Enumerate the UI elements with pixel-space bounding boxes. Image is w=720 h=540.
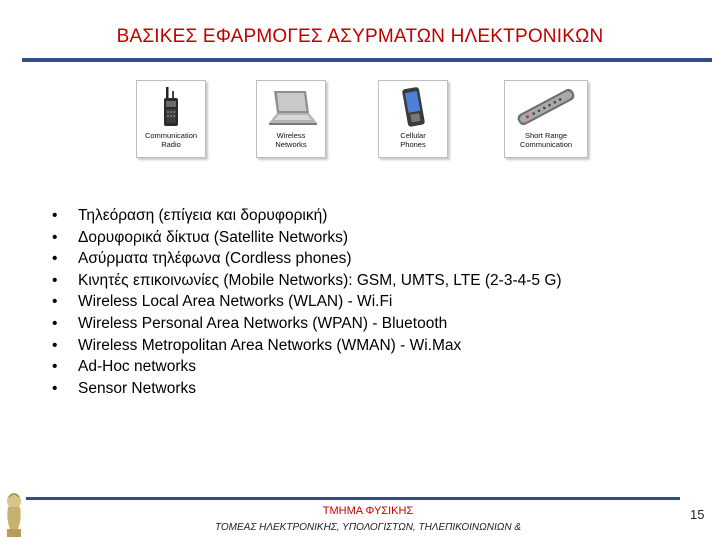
title-divider <box>22 58 712 62</box>
applications-list <box>52 205 562 399</box>
list-item-text: Ad-Hoc networks <box>78 358 197 376</box>
list-item-text: Wireless Metropolitan Area Networks (WMAN) - Wi.Max <box>78 336 462 354</box>
list-item-text: Sensor Networks <box>78 379 197 397</box>
laptop-icon <box>257 85 325 129</box>
slide-title: ΒΑΣΙΚΕΣ ΕΦΑΡΜΟΓΕΣ ΑΣΥΡΜΑΤΩΝ ΗΛΕΚΤΡΟΝΙΚΩΝ <box>116 26 604 47</box>
list-item <box>52 356 562 378</box>
bullet-icon: • <box>52 358 58 376</box>
remote-caption-line2: Communication <box>519 140 573 149</box>
bullet-icon: • <box>52 207 58 224</box>
remote-caption-line1: Short Range <box>524 131 568 140</box>
list-item <box>52 270 562 292</box>
laptop-caption-line1: Wireless <box>276 131 306 140</box>
list-item-text: Τηλεόραση (επίγεια και δορυφορική) <box>78 207 328 224</box>
cellphone-icon <box>379 85 447 129</box>
list-item-text: Wireless Local Area Networks (WLAN) - Wi.Fi <box>78 293 393 311</box>
remote-card <box>504 80 588 158</box>
remote-caption <box>505 131 587 149</box>
list-item <box>52 313 562 335</box>
radio-caption-line1: Communication <box>144 131 198 140</box>
bullet-icon: • <box>52 336 58 354</box>
bullet-icon: • <box>52 379 58 397</box>
list-item <box>52 335 562 357</box>
phone-card <box>378 80 448 158</box>
radio-card <box>136 80 206 158</box>
footer-divider <box>26 497 680 500</box>
list-item <box>52 205 562 227</box>
bullet-icon: • <box>52 271 58 289</box>
bullet-icon: • <box>52 314 58 332</box>
phone-caption-line1: Cellular <box>400 131 426 140</box>
bullet-icon: • <box>52 250 58 268</box>
list-item-text: Wireless Personal Area Networks (WPAN) - Bluetooth <box>78 314 448 332</box>
radio-caption <box>137 131 205 149</box>
footer-sector: ΤΟΜΕΑΣ ΗΛΕΚΤΡΟΝΙΚΗΣ, ΥΠΟΛΟΓΙΣΤΩΝ, ΤΗΛΕΠΙΚΟΙΝΩΝΙΩΝ & <box>214 522 522 533</box>
phone-caption <box>379 131 447 149</box>
list-item-text: Κινητές επικοινωνίες (Mobile Networks): GSM, UMTS, LTE (2-3-4-5 G) <box>78 271 562 289</box>
bullet-icon: • <box>52 228 58 246</box>
laptop-card <box>256 80 326 158</box>
footer-department: ΤΜΗΜΑ ΦΥΣΙΚΗΣ <box>322 505 414 517</box>
list-item <box>52 378 562 400</box>
list-item <box>52 227 562 249</box>
phone-caption-line2: Phones <box>400 140 426 149</box>
radio-icon <box>137 85 205 129</box>
laptop-caption <box>257 131 325 149</box>
list-item-text: Δορυφορικά δίκτυα (Satellite Networks) <box>78 228 349 246</box>
laptop-caption-line2: Networks <box>275 140 307 149</box>
bullet-icon: • <box>52 293 58 311</box>
list-item-text: Ασύρματα τηλέφωνα (Cordless phones) <box>78 250 352 268</box>
remote-control-icon <box>505 85 587 129</box>
radio-caption-line2: Radio <box>161 140 181 149</box>
list-item <box>52 291 562 313</box>
list-item <box>52 248 562 270</box>
application-icons <box>136 80 588 158</box>
page-number: 15 <box>690 507 705 522</box>
